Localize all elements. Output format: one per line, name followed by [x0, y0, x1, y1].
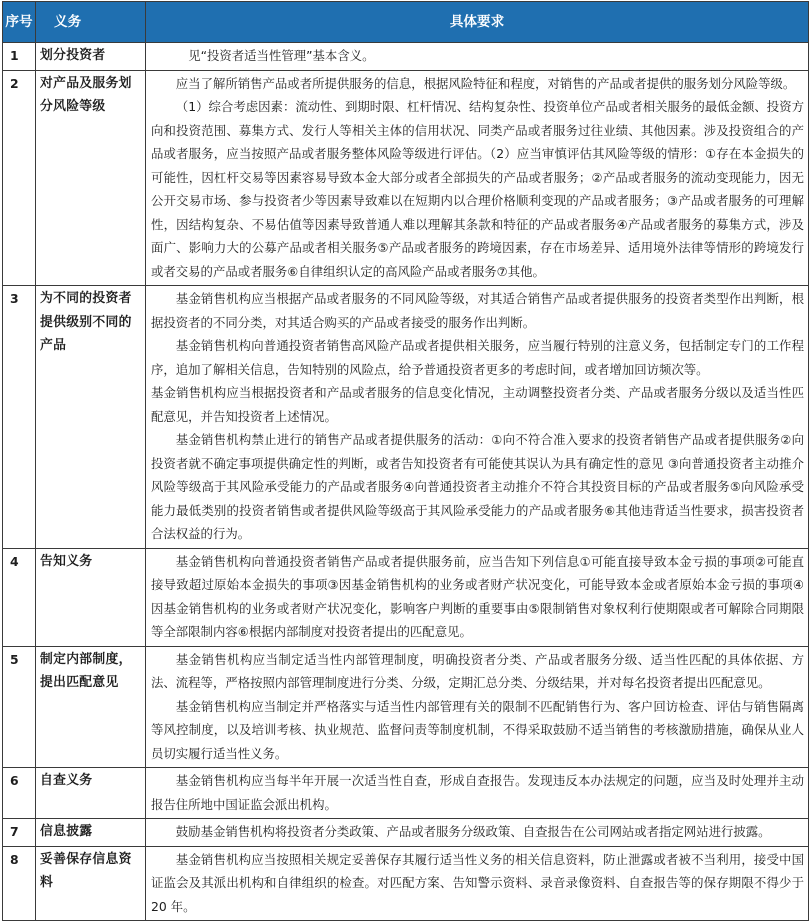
requirement-paragraph: 鼓励基金销售机构将投资者分类政策、产品或者服务分级政策、自查报告在公司网站或者指定网站进行披露。: [175, 824, 771, 839]
row-duty: 自查义务: [36, 768, 146, 819]
row-no: 4: [3, 548, 36, 646]
row-duty: 对产品及服务划分风险等级: [36, 70, 146, 286]
row-requirement: [146, 70, 809, 286]
requirement-paragraph: 基金销售机构应当每半年开展一次适当性自查，形成自查报告。发现违反本办法规定的问题，应当及时处理并主动报告住所地中国证监会派出机构。: [151, 773, 804, 812]
requirement-paragraph: 基金销售机构应当按照相关规定妥善保存其履行适当性义务的相关信息资料，防止泄露或者被不当利用，接受中国证监会及其派出机构和自律组织的检查。对匹配方案、告知警示资料、录音录像资料、自查报告等的保存期限不得少于 20 年。: [151, 851, 804, 914]
table-row: [3, 846, 809, 921]
requirement-paragraph: 应当了解所销售产品或者所提供服务的信息，根据风险特征和程度，对销售的产品或者提供的服务划分风险等级。: [175, 75, 796, 91]
requirement-paragraph: 基金销售机构应当根据产品或者服务的不同风险等级，对其适合销售产品或者提供服务的投资者类型作出判断，根据投资者的不同分类，对其适合购买的产品或者接受的服务作出判断。: [151, 291, 804, 330]
row-requirement: [146, 768, 809, 819]
row-no: 7: [3, 819, 36, 847]
suitability-obligations-table: [2, 1, 809, 921]
row-duty: 制定内部制度，提出匹配意见: [36, 646, 146, 768]
requirement-paragraph: （1）综合考虑因素：流动性、到期时限、杠杆情况、结构复杂性、投资单位产品或者相关服务的最低金额、投资方向和投资范围、募集方式、发行人等相关主体的信用状况、同类产品或者服务过往业绩、其他因素。涉及投资组合的产品或者服务，应当按照产品或者服务整体风险等级进行评估。（2）应当审慎评估其风险等级的情形：①存在本金损失的可能性，因杠杆交易等因素容易导致本金大部分或者全部损失的产品或者服务；②产品或者服务的流动变现能力，因无公开交易市场、参与投资者少等因素导致难以在短期内以合理价格顺利变现的产品或者服务；③产品或者服务的可理解性，因结构复杂、不易估值等因素导致普通人难以理解其条款和特征的产品或者服务④产品或者服务的募集方式，涉及面广、影响力大的公募产品或者相关服务⑤产品或者服务的跨境因素，存在市场差异、适用境外法律等情形的跨境发行或者交易的产品或者服务⑥自律组织认定的高风险产品或者服务⑦其他。: [151, 99, 804, 279]
row-duty: 划分投资者: [36, 43, 146, 71]
header-no: 序号: [3, 2, 36, 43]
table-row: [3, 70, 809, 286]
row-duty: 为不同的投资者提供级别不同的产品: [36, 286, 146, 549]
table-row: [3, 286, 809, 549]
requirement-paragraph: 基金销售机构应当根据投资者和产品或者服务的信息变化情况，主动调整投资者分类、产品或者服务分级以及适当性匹配意见，并告知投资者上述情况。: [151, 385, 804, 424]
requirement-paragraph: 基金销售机构应当制定并严格落实与适当性内部管理有关的限制不匹配销售行为、客户回访检查、评估与销售隔离等风控制度，以及培训考核、执业规范、监督问责等制度机制，不得采取鼓励不适当销售的考核激励措施，确保从业人员切实履行适当性义务。: [151, 698, 804, 761]
row-no: 8: [3, 846, 36, 921]
row-duty: 告知义务: [36, 548, 146, 646]
row-no: 2: [3, 70, 36, 286]
requirement-paragraph: 基金销售机构向普通投资者销售产品或者提供服务前，应当告知下列信息①可能直接导致本金亏损的事项②可能直接导致超过原始本金损失的事项③因基金销售机构的业务或者财产状况变化，可能导致本金或者原始本金亏损的事项④因基金销售机构的业务或者财产状况变化，影响客户判断的重要事由⑤限制销售对象权利行使期限或者可解除合同期限等全部限制内容⑥根据内部制度对投资者提出的匹配意见。: [151, 553, 804, 639]
row-no: 3: [3, 286, 36, 549]
row-duty: 信息披露: [36, 819, 146, 847]
requirement-paragraph: 基金销售机构向普通投资者销售高风险产品或者提供相关服务，应当履行特别的注意义务，包括制定专门的工作程序，追加了解相关信息，告知特别的风险点，给予普通投资者更多的考虑时间，或者增加回访频次等。: [151, 338, 804, 377]
table-row: [3, 819, 809, 847]
requirement-paragraph: 基金销售机构禁止进行的销售产品或者提供服务的活动：①向不符合准入要求的投资者销售产品或者提供服务②向投资者就不确定事项提供确定性的判断，或者告知投资者有可能使其误认为具有确定性的意见 ③向普通投资者主动推介风险等级高于其风险承受能力的产品或者服务④向普通投资者主动推介不符合其投资目标的产品或者服务⑤向风险承受能力最低类别的投资者销售或者提供风险等级高于其风险承受能力的产品或者服务⑥其他违背适当性要求，损害投资者合法权益的行为。: [151, 432, 804, 541]
row-requirement: [146, 548, 809, 646]
row-no: 1: [3, 43, 36, 71]
requirement-paragraph: 见“投资者适当性管理”基本含义。: [188, 48, 375, 63]
row-requirement: [146, 646, 809, 768]
table-row: [3, 43, 809, 71]
row-requirement: [146, 819, 809, 847]
table-row: [3, 548, 809, 646]
row-no: 5: [3, 646, 36, 768]
header-requirement: 具体要求: [146, 2, 809, 43]
table-row: [3, 768, 809, 819]
row-requirement: [146, 43, 809, 71]
row-duty: 妥善保存信息资料: [36, 846, 146, 921]
row-requirement: [146, 846, 809, 921]
row-no: 6: [3, 768, 36, 819]
requirement-paragraph: 基金销售机构应当制定适当性内部管理制度，明确投资者分类、产品或者服务分级、适当性匹配的具体依据、方法、流程等，严格按照内部管理制度进行分类、分级，定期汇总分类、分级结果，并对每名投资者提出匹配意见。: [151, 651, 804, 690]
row-requirement: [146, 286, 809, 549]
table-header-row: [3, 2, 809, 43]
header-duty: 义务: [36, 2, 146, 43]
table-row: [3, 646, 809, 768]
